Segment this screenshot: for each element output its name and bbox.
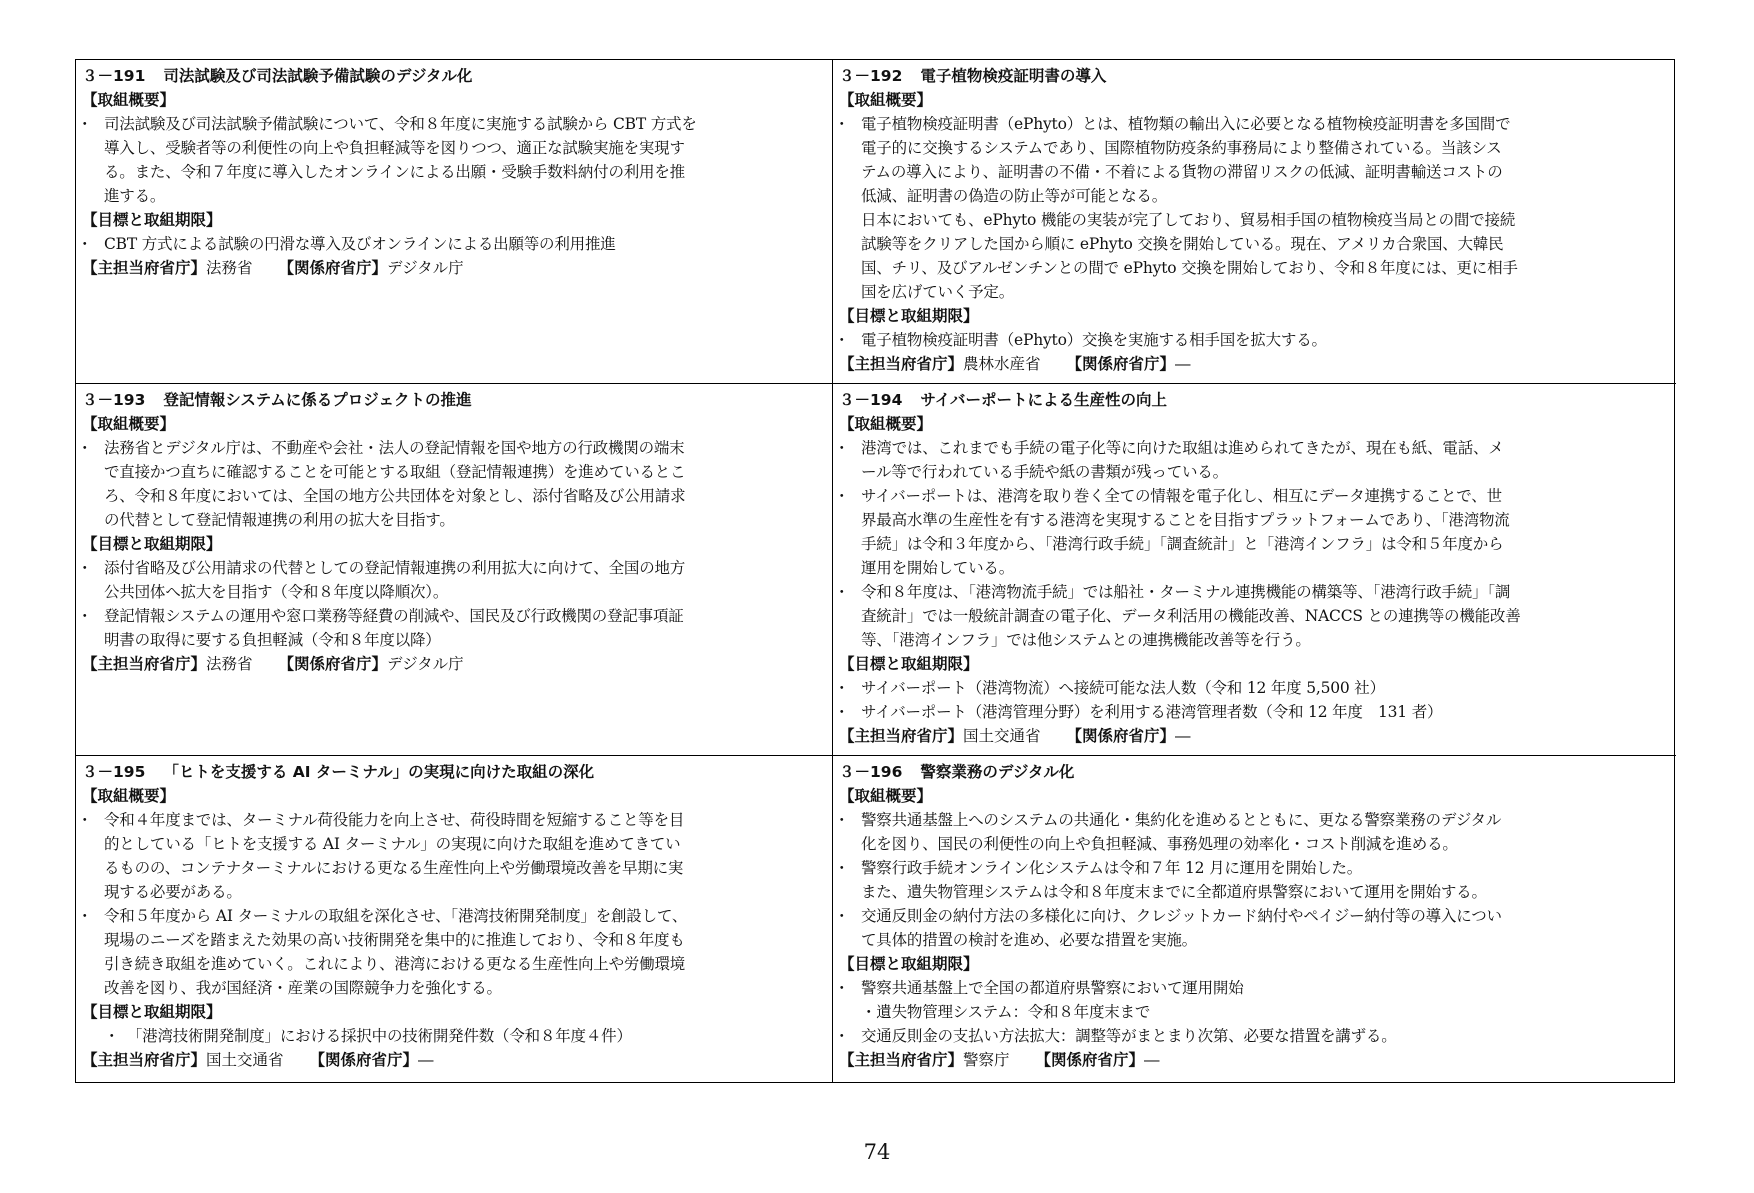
target-line: 公共団体へ拡大を目指す（令和８年度以降順次）。 bbox=[104, 583, 449, 601]
target-line: ・遺失物管理システム：令和８年度末まで bbox=[861, 1003, 1151, 1021]
related-agency: デジタル庁 bbox=[387, 655, 464, 673]
lead-agency: 農林水産省 bbox=[963, 355, 1041, 373]
overview-line: 査統計」では一般統計調査の電子化、データ利活用の機能改善、NACCS との連携等の機能改善 bbox=[861, 607, 1521, 625]
measure-title bbox=[82, 388, 824, 412]
measure-title-text: 警察業務のデジタル化 bbox=[920, 763, 1075, 781]
overview-line: ・ 港湾では、これまでも手続の電子化等に向けた取組は進められてきたが、現在も紙、電話、メ bbox=[839, 436, 1668, 460]
target-line: ・ 電子植物検疫証明書（ePhyto）交換を実施する相手国を拡大する。 bbox=[839, 328, 1668, 352]
measure-cell bbox=[833, 756, 1676, 1082]
overview-line: 運用を開始している。 bbox=[861, 559, 1015, 577]
overview-heading: 【取組概要】 bbox=[839, 91, 933, 109]
overview-line: ・ 令和５年度から AI ターミナルの取組を深化させ、「港湾技術開発制度」を創設して、 bbox=[82, 904, 824, 928]
lead-agency: 警察庁 bbox=[963, 1051, 1010, 1069]
lead-agency: 法務省 bbox=[206, 655, 253, 673]
overview-line: ・ 法務省とデジタル庁は、不動産や会社・法人の登記情報を国や地方の行政機関の端末 bbox=[82, 436, 824, 460]
measure-cell bbox=[833, 384, 1676, 756]
page-number: 74 bbox=[863, 1140, 891, 1164]
overview-line: で直接かつ直ちに確認することを可能とする取組（登記情報連携）を進めているとこ bbox=[104, 463, 686, 481]
overview-line: 等、「港湾インフラ」では他システムとの連携機能改善等を行う。 bbox=[861, 631, 1311, 649]
lead-label: 【主担当府省庁】 bbox=[82, 259, 207, 277]
related-label: 【関係府省庁】 bbox=[278, 259, 388, 277]
measure-number: ３－196 bbox=[839, 763, 903, 781]
related-label: 【関係府省庁】 bbox=[1066, 727, 1176, 745]
overview-line: 国を広げていく予定。 bbox=[861, 283, 1015, 301]
measure-title-text: 登記情報システムに係るプロジェクトの推進 bbox=[163, 391, 472, 409]
overview-line: ろ、令和８年度においては、全国の地方公共団体を対象とし、添付省略及び公用請求 bbox=[104, 487, 686, 505]
related-agency: ― bbox=[1175, 355, 1191, 373]
overview-line: 試験等をクリアした国から順に ePhyto 交換を開始している。現在、アメリカ合衆国、大韓民 bbox=[861, 235, 1504, 253]
agency-line bbox=[82, 1048, 824, 1072]
lead-agency: 国土交通省 bbox=[206, 1051, 284, 1069]
measure-number: ３－194 bbox=[839, 391, 903, 409]
related-agency: ― bbox=[1144, 1051, 1160, 1069]
measures-table bbox=[75, 59, 1675, 1083]
overview-line: て具体的措置の検討を進め、必要な措置を実施。 bbox=[861, 931, 1197, 949]
targets-heading: 【目標と取組期限】 bbox=[82, 211, 222, 229]
overview-line: ・ 警察共通基盤上へのシステムの共通化・集約化を進めるとともに、更なる警察業務のデジタル bbox=[839, 808, 1668, 832]
target-line: ・ 添付省略及び公用請求の代替としての登記情報連携の利用拡大に向けて、全国の地方 bbox=[82, 556, 824, 580]
overview-line: 導入し、受験者等の利便性の向上や負担軽減等を図りつつ、適正な試験実施を実現す bbox=[104, 139, 685, 157]
lead-label: 【主担当府省庁】 bbox=[839, 727, 964, 745]
measure-cell bbox=[76, 384, 833, 756]
overview-line: る。また、令和７年度に導入したオンラインによる出願・受験手数料納付の利用を推 bbox=[104, 163, 685, 181]
lead-label: 【主担当府省庁】 bbox=[839, 1051, 964, 1069]
related-agency: ― bbox=[418, 1051, 434, 1069]
measure-cell bbox=[76, 756, 833, 1082]
related-label: 【関係府省庁】 bbox=[278, 655, 388, 673]
overview-line: ・ サイバーポートは、港湾を取り巻く全ての情報を電子化し、相互にデータ連携することで、世 bbox=[839, 484, 1668, 508]
overview-heading: 【取組概要】 bbox=[839, 787, 933, 805]
related-label: 【関係府省庁】 bbox=[1066, 355, 1176, 373]
overview-heading: 【取組概要】 bbox=[82, 415, 176, 433]
lead-label: 【主担当府省庁】 bbox=[82, 1051, 207, 1069]
measure-title-text: 司法試験及び司法試験予備試験のデジタル化 bbox=[163, 67, 473, 85]
agency-line bbox=[839, 1048, 1668, 1072]
overview-line: ール等で行われている手続や紙の書類が残っている。 bbox=[861, 463, 1228, 481]
agency-line bbox=[839, 352, 1668, 376]
overview-line: 低減、証明書の偽造の防止等が可能となる。 bbox=[861, 187, 1168, 205]
overview-line: るものの、コンテナターミナルにおける更なる生産性向上や労働環境改善を早期に実 bbox=[104, 859, 684, 877]
overview-line: 日本においても、ePhyto 機能の実装が完了しており、貿易相手国の植物検疫当局との間で接続 bbox=[861, 211, 1516, 229]
overview-line: ・ 交通反則金の納付方法の多様化に向け、クレジットカード納付やペイジー納付等の導入につい bbox=[839, 904, 1668, 928]
overview-heading: 【取組概要】 bbox=[82, 787, 176, 805]
related-label: 【関係府省庁】 bbox=[1035, 1051, 1145, 1069]
measure-title-text: 電子植物検疫証明書の導入 bbox=[920, 67, 1107, 85]
overview-line: 引き続き取組を進めていく。これにより、港湾における更なる生産性向上や労働環境 bbox=[104, 955, 686, 973]
overview-line: 改善を図り、我が国経済・産業の国際競争力を強化する。 bbox=[104, 979, 502, 997]
overview-line: 電子的に交換するシステムであり、国際植物防疫条約事務局により整備されている。当該シス bbox=[861, 139, 1502, 157]
measure-title-text: サイバーポートによる生産性の向上 bbox=[920, 391, 1167, 409]
lead-label: 【主担当府省庁】 bbox=[839, 355, 964, 373]
target-line: ・ サイバーポート（港湾管理分野）を利用する港湾管理者数（令和 12 年度 131 者） bbox=[839, 700, 1668, 724]
targets-heading: 【目標と取組期限】 bbox=[839, 307, 979, 325]
overview-line: の代替として登記情報連携の利用の拡大を目指す。 bbox=[104, 511, 455, 529]
overview-line: テムの導入により、証明書の不備・不着による貨物の滞留リスクの低減、証明書輸送コストの bbox=[861, 163, 1503, 181]
measure-title bbox=[839, 64, 1668, 88]
overview-line: ・ 令和８年度は、「港湾物流手続」では船社・ターミナル連携機能の構築等、「港湾行政手続」「調 bbox=[839, 580, 1668, 604]
targets-heading: 【目標と取組期限】 bbox=[82, 1003, 222, 1021]
overview-line: 現する必要がある。 bbox=[104, 883, 242, 901]
lead-agency: 法務省 bbox=[206, 259, 253, 277]
agency-line bbox=[82, 256, 824, 280]
lead-label: 【主担当府省庁】 bbox=[82, 655, 207, 673]
measure-title-text: 「ヒトを支援する AI ターミナル」の実現に向けた取組の深化 bbox=[163, 763, 595, 781]
agency-line bbox=[839, 724, 1668, 748]
target-line: ・ 「港湾技術開発制度」における採択中の技術開発件数（令和８年度４件） bbox=[104, 1027, 632, 1045]
measure-number: ３－192 bbox=[839, 67, 903, 85]
measure-cell bbox=[833, 60, 1676, 384]
overview-heading: 【取組概要】 bbox=[82, 91, 176, 109]
related-label: 【関係府省庁】 bbox=[309, 1051, 419, 1069]
targets-heading: 【目標と取組期限】 bbox=[839, 655, 979, 673]
measure-title bbox=[82, 64, 824, 88]
overview-line: 進する。 bbox=[104, 187, 166, 205]
agency-line bbox=[82, 652, 824, 676]
overview-line: ・ 電子植物検疫証明書（ePhyto）とは、植物類の輸出入に必要となる植物検疫証明書を多国間で bbox=[839, 112, 1668, 136]
measure-number: ３－195 bbox=[82, 763, 146, 781]
overview-line: ・ 警察行政手続オンライン化システムは令和７年 12 月に運用を開始した。 bbox=[839, 856, 1668, 880]
measure-title bbox=[839, 388, 1668, 412]
lead-agency: 国土交通省 bbox=[963, 727, 1041, 745]
overview-line: 化を図り、国民の利便性の向上や負担軽減、事務処理の効率化・コスト削減を進める。 bbox=[861, 835, 1458, 853]
overview-line: また、遺失物管理システムは令和８年度末までに全都道府県警察において運用を開始する。 bbox=[861, 883, 1487, 901]
target-line: ・ CBT 方式による試験の円滑な導入及びオンラインによる出願等の利用推進 bbox=[82, 232, 824, 256]
overview-line: ・ 令和４年度までは、ターミナル荷役能力を向上させ、荷役時間を短縮すること等を目 bbox=[82, 808, 824, 832]
overview-line: 的としている「ヒトを支援する AI ターミナル」の実現に向けた取組を進めてきてい bbox=[104, 835, 681, 853]
targets-heading: 【目標と取組期限】 bbox=[82, 535, 222, 553]
measure-number: ３－191 bbox=[82, 67, 146, 85]
overview-line: 国、チリ、及びアルゼンチンとの間で ePhyto 交換を開始しており、令和８年度には、更に相手 bbox=[861, 259, 1518, 277]
target-line: ・ 登記情報システムの運用や窓口業務等経費の削減や、国民及び行政機関の登記事項証 bbox=[82, 604, 824, 628]
targets-heading: 【目標と取組期限】 bbox=[839, 955, 979, 973]
overview-line: 界最高水準の生産性を有する港湾を実現することを目指すプラットフォームであり、「港湾物流 bbox=[861, 511, 1510, 529]
target-line: 明書の取得に要する負担軽減（令和８年度以降） bbox=[104, 631, 441, 649]
measure-title bbox=[839, 760, 1668, 784]
overview-line: 現場のニーズを踏まえた効果の高い技術開発を集中的に推進しており、令和８年度も bbox=[104, 931, 685, 949]
overview-line: ・ 司法試験及び司法試験予備試験について、令和８年度に実施する試験から CBT 方式を bbox=[82, 112, 824, 136]
measure-number: ３－193 bbox=[82, 391, 146, 409]
measure-title bbox=[82, 760, 824, 784]
target-line: ・ サイバーポート（港湾物流）へ接続可能な法人数（令和 12 年度 5,500 社） bbox=[839, 676, 1668, 700]
target-line: ・ 交通反則金の支払い方法拡大：調整等がまとまり次第、必要な措置を講ずる。 bbox=[839, 1024, 1668, 1048]
measure-cell bbox=[76, 60, 833, 384]
related-agency: ― bbox=[1175, 727, 1191, 745]
overview-line: 手続」は令和３年度から、「港湾行政手続」「調査統計」と「港湾インフラ」は令和５年度から bbox=[861, 535, 1504, 553]
overview-heading: 【取組概要】 bbox=[839, 415, 933, 433]
target-line: ・ 警察共通基盤上で全国の都道府県警察において運用開始 bbox=[839, 976, 1668, 1000]
related-agency: デジタル庁 bbox=[387, 259, 464, 277]
